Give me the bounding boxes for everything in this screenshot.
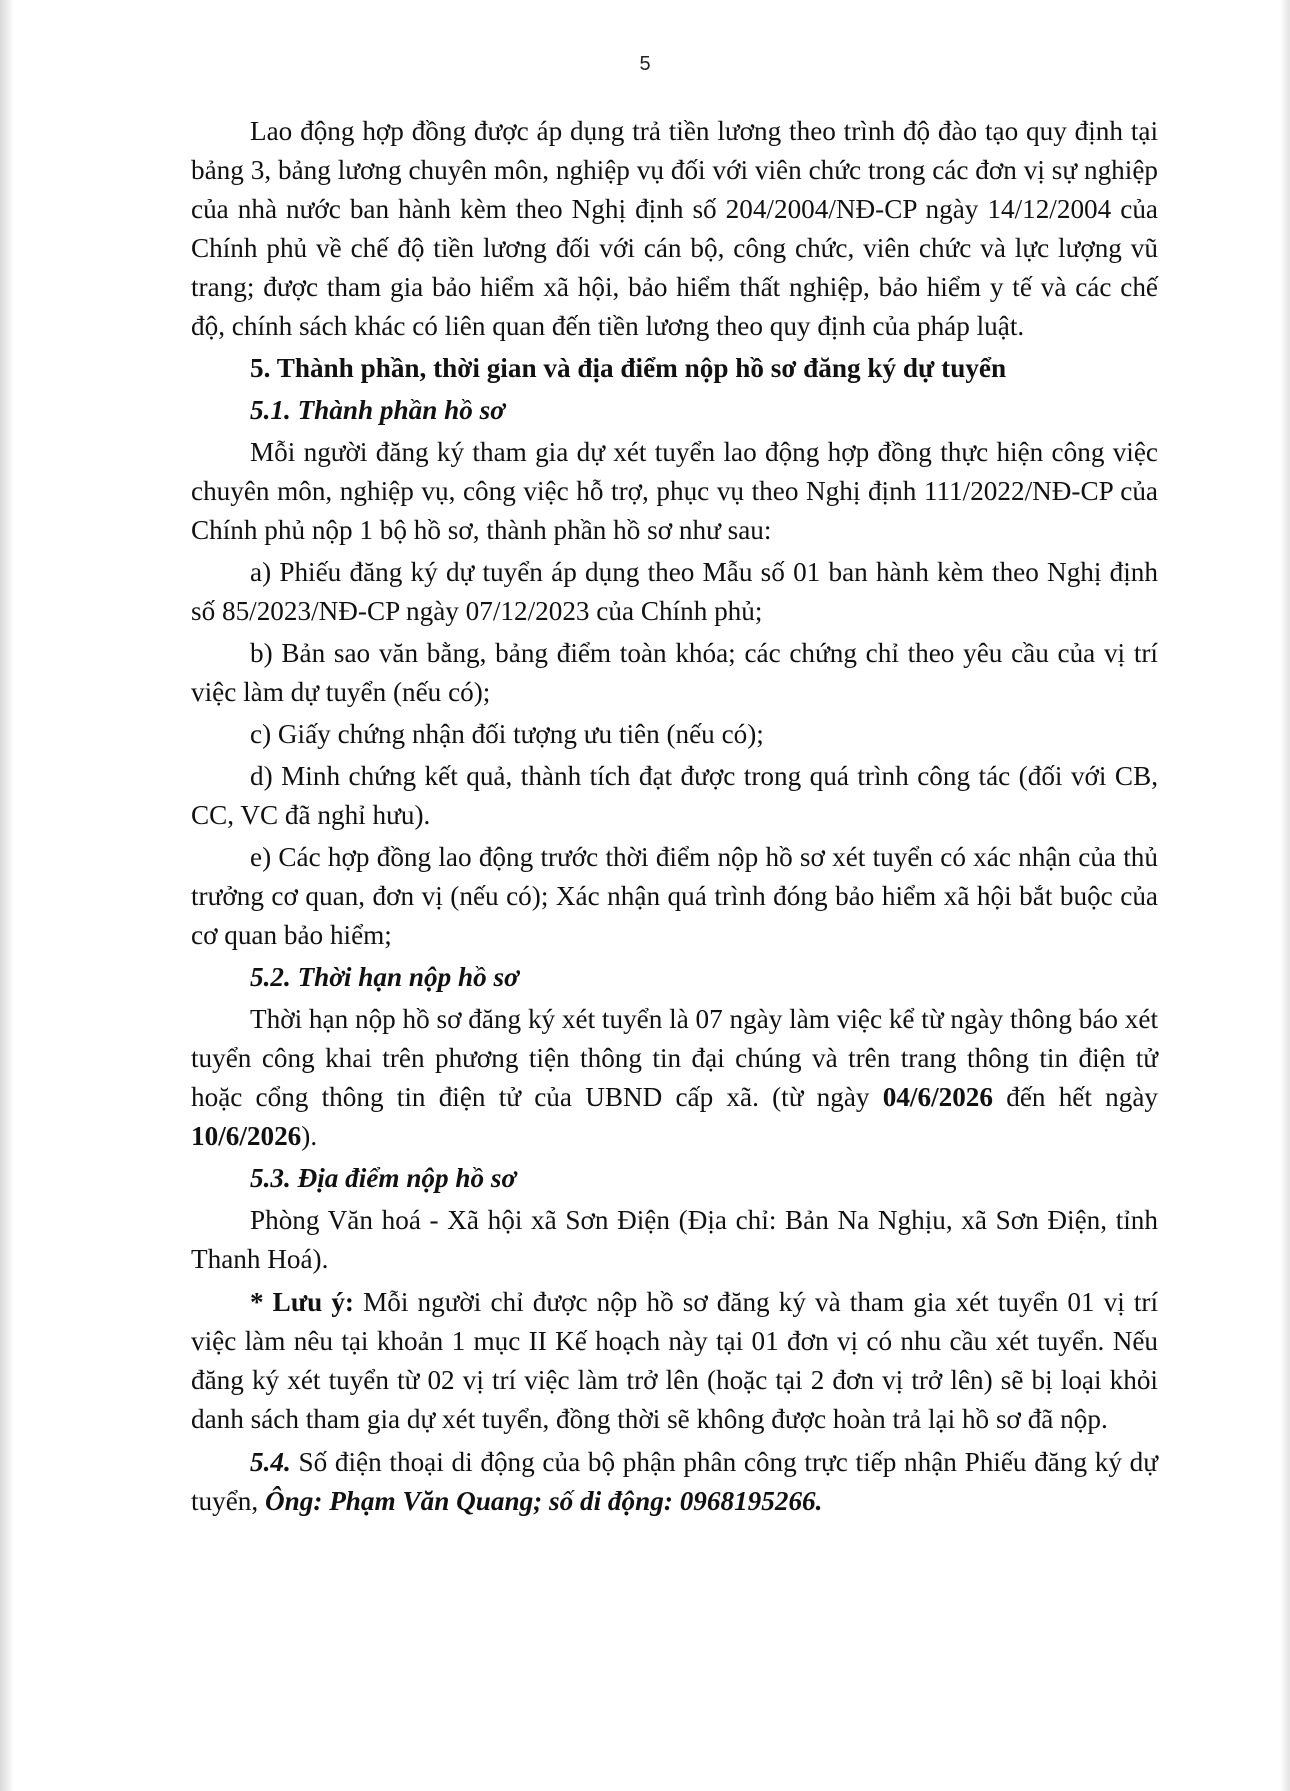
start-date: 04/6/2026 xyxy=(882,1082,993,1112)
page-edge-shadow xyxy=(1280,0,1290,1791)
list-item-a: a) Phiếu đăng ký dự tuyển áp dụng theo Mẫu số 01 ban hành kèm theo Nghị định số 85/2023/NĐ-CP ngày 07/12/2023 của Chính phủ; xyxy=(191,557,1158,626)
note-paragraph xyxy=(191,1283,1158,1439)
section-5-2-text xyxy=(191,1000,1158,1156)
end-date: 10/6/2026 xyxy=(191,1121,302,1151)
deadline-text-end: ). xyxy=(301,1121,318,1151)
page-number: 5 xyxy=(639,53,651,75)
section-5-4-paragraph xyxy=(191,1443,1158,1521)
document-body xyxy=(191,112,1158,1521)
contact-info: Ông: Phạm Văn Quang; số di động: 0968195266. xyxy=(265,1486,823,1516)
list-item-e: e) Các hợp đồng lao động trước thời điểm nộp hồ sơ xét tuyển có xác nhận của thủ trưởng cơ quan, đơn vị (nếu có); Xác nhận quá trình đóng bảo hiểm xã hội bắt buộc của cơ quan bảo hiểm; xyxy=(191,842,1158,950)
section-5-3-heading: 5.3. Địa điểm nộp hồ sơ xyxy=(250,1163,517,1193)
intro-paragraph: Lao động hợp đồng được áp dụng trả tiền lương theo trình độ đào tạo quy định tại bảng 3, bảng lương chuyên môn, nghiệp vụ đối với viên chức trong các đơn vị sự nghiệp của nhà nước ban hành kèm theo Nghị định số 204/2004/NĐ-CP ngày 14/12/2004 của Chính phủ về chế độ tiền lương đối với cán bộ, công chức, viên chức và lực lượng vũ trang; được tham gia bảo hiểm xã hội, bảo hiểm thất nghiệp, bảo hiểm y tế và các chế độ, chính sách khác có liên quan đến tiền lương theo quy định của pháp luật. xyxy=(191,116,1158,341)
deadline-text: Thời hạn nộp hồ sơ đăng ký xét tuyển là 07 ngày làm việc kể từ ngày thông báo xét tuyển công khai trên phương tiện thông tin đại chúng và trên trang thông tin điện tử hoặc cổng thông tin điện tử của UBND cấp xã. (từ ngày xyxy=(191,1004,1159,1112)
deadline-text-middle: đến hết ngày xyxy=(993,1082,1158,1112)
list-item-d: d) Minh chứng kết quả, thành tích đạt được trong quá trình công tác (đối với CB, CC, VC đã nghỉ hưu). xyxy=(191,761,1158,830)
note-text: Mỗi người chỉ được nộp hồ sơ đăng ký và tham gia xét tuyển 01 vị trí việc làm nêu tại khoản 1 mục II Kế hoạch này tại 01 đơn vị có nhu cầu xét tuyển. Nếu đăng ký xét tuyển từ 02 vị trí việc làm trở lên (hoặc tại 2 đơn vị trở lên) sẽ bị loại khỏi danh sách tham gia dự xét tuyển, đồng thời sẽ không được hoàn trả lại hồ sơ đã nộp. xyxy=(191,1287,1158,1434)
section-5-4-text: Số điện thoại di động của bộ phận phân công trực tiếp nhận Phiếu đăng ký dự tuyển, xyxy=(191,1447,1158,1516)
section-5-3-text: Phòng Văn hoá - Xã hội xã Sơn Điện (Địa chỉ: Bản Na Nghịu, xã Sơn Điện, tỉnh Thanh Hoá). xyxy=(191,1205,1158,1274)
page-edge-shadow xyxy=(0,0,14,1791)
section-5-1-intro: Mỗi người đăng ký tham gia dự xét tuyển lao động hợp đồng thực hiện công việc chuyên môn, nghiệp vụ, công việc hỗ trợ, phục vụ theo Nghị định 111/2022/NĐ-CP của Chính phủ nộp 1 bộ hồ sơ, thành phần hồ sơ như sau: xyxy=(191,437,1158,545)
section-5-1-heading: 5.1. Thành phần hồ sơ xyxy=(250,395,505,425)
list-item-b: b) Bản sao văn bằng, bảng điểm toàn khóa; các chứng chỉ theo yêu cầu của vị trí việc làm dự tuyển (nếu có); xyxy=(191,638,1158,707)
section-5-heading: 5. Thành phần, thời gian và địa điểm nộp hồ sơ đăng ký dự tuyển xyxy=(250,353,1007,383)
list-item-c: c) Giấy chứng nhận đối tượng ưu tiên (nếu có); xyxy=(250,719,764,749)
note-label: * Lưu ý: xyxy=(250,1287,354,1317)
section-5-2-heading: 5.2. Thời hạn nộp hồ sơ xyxy=(250,962,519,992)
section-5-4-label: 5.4. xyxy=(250,1447,291,1477)
